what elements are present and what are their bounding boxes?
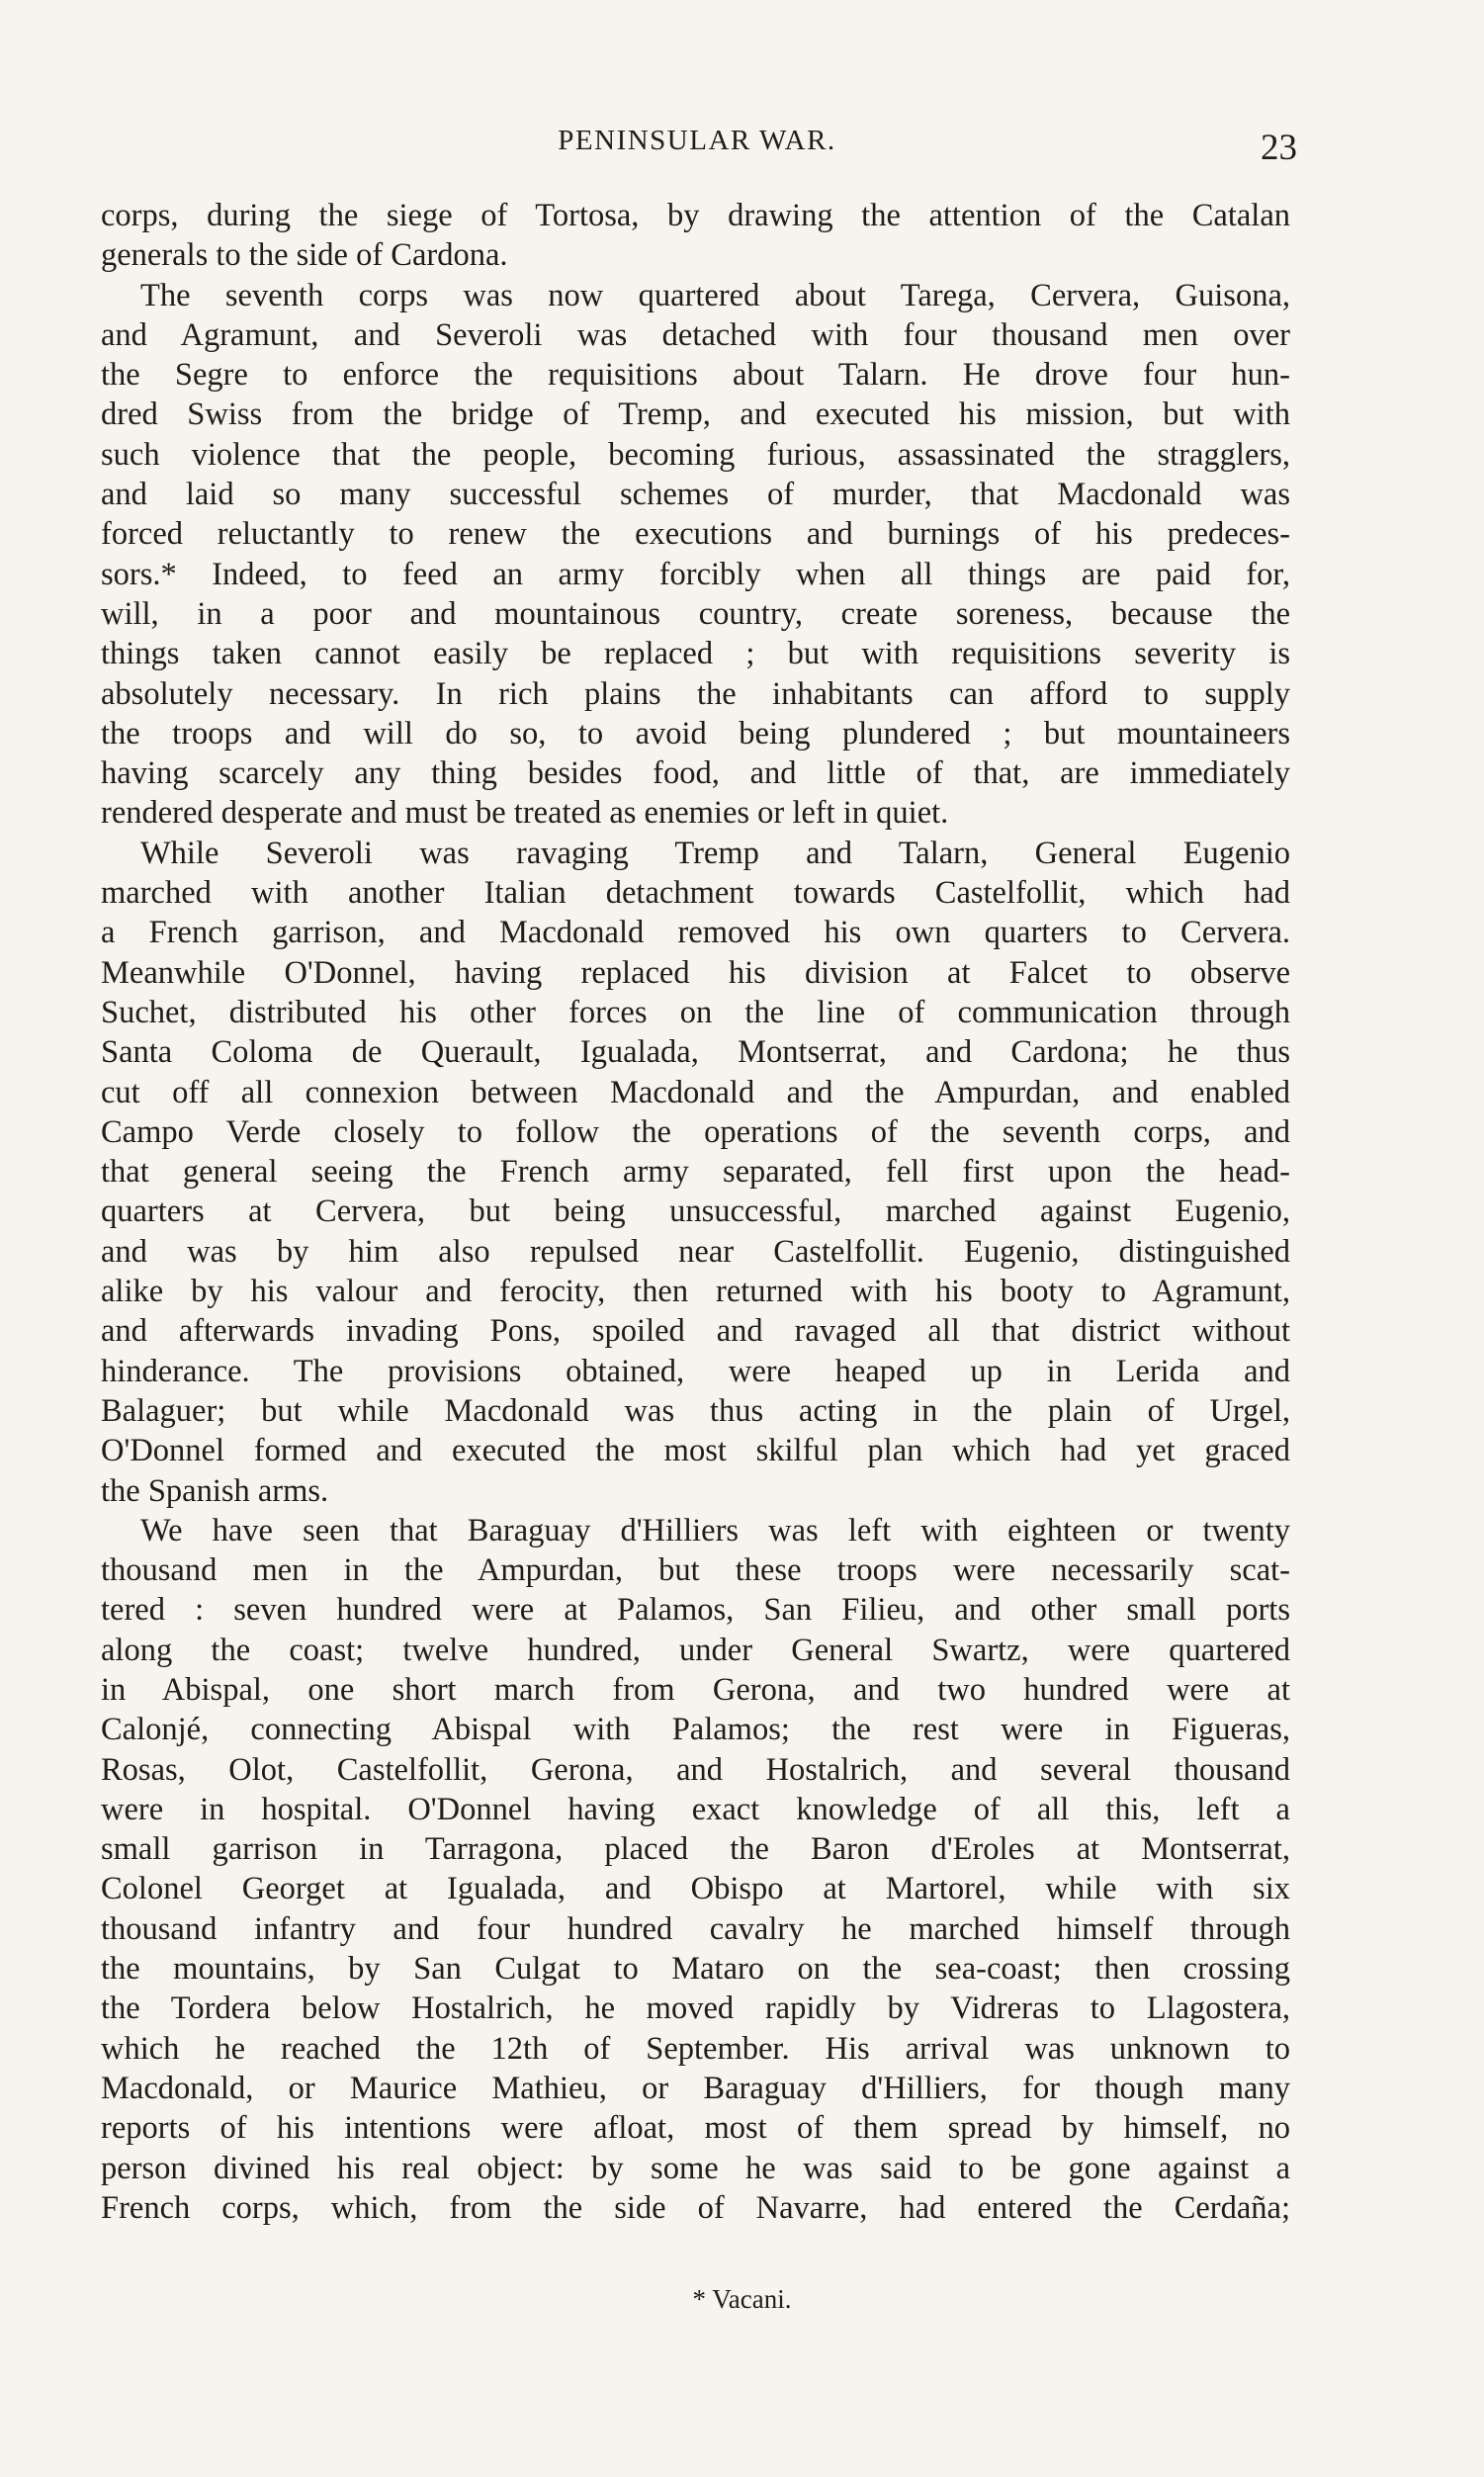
text-line: alike by his valour and ferocity, then returned with his booty to Agramunt, bbox=[101, 1274, 1290, 1310]
text-line: quarters at Cervera, but being unsuccessful, marched against Eugenio, bbox=[101, 1194, 1290, 1230]
text-line: and afterwards invading Pons, spoiled and ravaged all that district without bbox=[101, 1313, 1290, 1350]
text-line: such violence that the people, becoming furious, assassinated the stragglers, bbox=[101, 436, 1290, 473]
text-line: sors.* Indeed, to feed an army forcibly when all things are paid for, bbox=[101, 556, 1290, 592]
text-line: We have seen that Baraguay d'Hilliers was left with eighteen or twenty bbox=[140, 1512, 1290, 1548]
text-line: will, in a poor and mountainous country, create soreness, because the bbox=[101, 595, 1290, 632]
text-line: Suchet, distributed his other forces on the line of communication through bbox=[101, 994, 1290, 1030]
text-line: were in hospital. O'Donnel having exact knowledge of all this, left a bbox=[101, 1791, 1290, 1827]
text-line: the Segre to enforce the requisitions about Talarn. He drove four hun- bbox=[101, 357, 1290, 394]
text-line: dred Swiss from the bridge of Tremp, and executed his mission, but with bbox=[101, 397, 1290, 433]
text-line: things taken cannot easily be replaced ; but with requisitions severity is bbox=[101, 636, 1290, 672]
text-line: reports of his intentions were afloat, most of them spread by himself, no bbox=[101, 2110, 1290, 2147]
body-text bbox=[101, 196, 1290, 2228]
text-line: forced reluctantly to renew the executions and burnings of his predeces- bbox=[101, 516, 1290, 553]
text-line: tered : seven hundred were at Palamos, San Filieu, and other small ports bbox=[101, 1592, 1290, 1629]
text-line: hinderance. The provisions obtained, were heaped up in Lerida and bbox=[101, 1353, 1290, 1389]
text-line: small garrison in Tarragona, placed the Baron d'Eroles at Montserrat, bbox=[101, 1831, 1290, 1868]
text-line: marched with another Italian detachment towards Castelfollit, which had bbox=[101, 875, 1290, 912]
text-line: Balaguer; but while Macdonald was thus acting in the plain of Urgel, bbox=[101, 1392, 1290, 1429]
text-line: in Abispal, one short march from Gerona, and two hundred were at bbox=[101, 1671, 1290, 1708]
text-line: and was by him also repulsed near Castelfollit. Eugenio, distinguished bbox=[101, 1233, 1290, 1270]
text-line: generals to the side of Cardona. bbox=[101, 237, 508, 274]
text-line: having scarcely any thing besides food, and little of that, are immediately bbox=[101, 755, 1290, 792]
text-line: While Severoli was ravaging Tremp and Talarn, General Eugenio bbox=[140, 835, 1290, 871]
text-line: cut off all connexion between Macdonald and the Ampurdan, and enabled bbox=[101, 1074, 1290, 1110]
text-line: Rosas, Olot, Castelfollit, Gerona, and Hostalrich, and several thousand bbox=[101, 1751, 1290, 1788]
text-line: Colonel Georget at Igualada, and Obispo at Martorel, while with six bbox=[101, 1871, 1290, 1907]
text-line: person divined his real object: by some he was said to be gone against a bbox=[101, 2150, 1290, 2186]
text-line: Macdonald, or Maurice Mathieu, or Baraguay d'Hilliers, for though many bbox=[101, 2070, 1290, 2106]
text-line: the Tordera below Hostalrich, he moved rapidly by Vidreras to Llagostera, bbox=[101, 1990, 1290, 2027]
text-line: Campo Verde closely to follow the operations of the seventh corps, and bbox=[101, 1113, 1290, 1150]
text-line: O'Donnel formed and executed the most skilful plan which had yet graced bbox=[101, 1433, 1290, 1469]
text-line: thousand infantry and four hundred cavalry he marched himself through bbox=[101, 1910, 1290, 1947]
text-line: and laid so many successful schemes of murder, that Macdonald was bbox=[101, 477, 1290, 513]
running-title: PENINSULAR WAR. bbox=[558, 125, 836, 156]
text-line: along the coast; twelve hundred, under General Swartz, were quartered bbox=[101, 1632, 1290, 1668]
text-line: Santa Coloma de Querault, Igualada, Montserrat, and Cardona; he thus bbox=[101, 1034, 1290, 1071]
text-line: corps, during the siege of Tortosa, by drawing the attention of the Catalan bbox=[101, 198, 1290, 233]
text-line: thousand men in the Ampurdan, but these troops were necessarily scat- bbox=[101, 1552, 1290, 1589]
text-line: which he reached the 12th of September. His arrival was unknown to bbox=[101, 2030, 1290, 2067]
text-line: rendered desperate and must be treated as enemies or left in quiet. bbox=[101, 795, 949, 832]
text-line: The seventh corps was now quartered about Tarega, Cervera, Guisona, bbox=[140, 277, 1290, 313]
text-line: that general seeing the French army separated, fell first upon the head- bbox=[101, 1154, 1290, 1191]
text-line: a French garrison, and Macdonald removed his own quarters to Cervera. bbox=[101, 915, 1290, 951]
page-number: 23 bbox=[1261, 128, 1297, 168]
text-line: French corps, which, from the side of Navarre, had entered the Cerdaña; bbox=[101, 2189, 1290, 2226]
text-line: Meanwhile O'Donnel, having replaced his division at Falcet to observe bbox=[101, 954, 1290, 991]
running-head bbox=[99, 119, 1295, 178]
text-line: the troops and will do so, to avoid being plundered ; but mountaineers bbox=[101, 715, 1290, 752]
text-line: and Agramunt, and Severoli was detached with four thousand men over bbox=[101, 316, 1290, 353]
text-line: the Spanish arms. bbox=[101, 1472, 329, 1509]
text-line: the mountains, by San Culgat to Mataro on the sea-coast; then crossing bbox=[101, 1951, 1290, 1988]
footnote: * Vacani. bbox=[692, 2284, 792, 2314]
text-line: absolutely necessary. In rich plains the inhabitants can afford to supply bbox=[101, 675, 1290, 712]
text-line: Calonjé, connecting Abispal with Palamos; the rest were in Figueras, bbox=[101, 1712, 1290, 1748]
